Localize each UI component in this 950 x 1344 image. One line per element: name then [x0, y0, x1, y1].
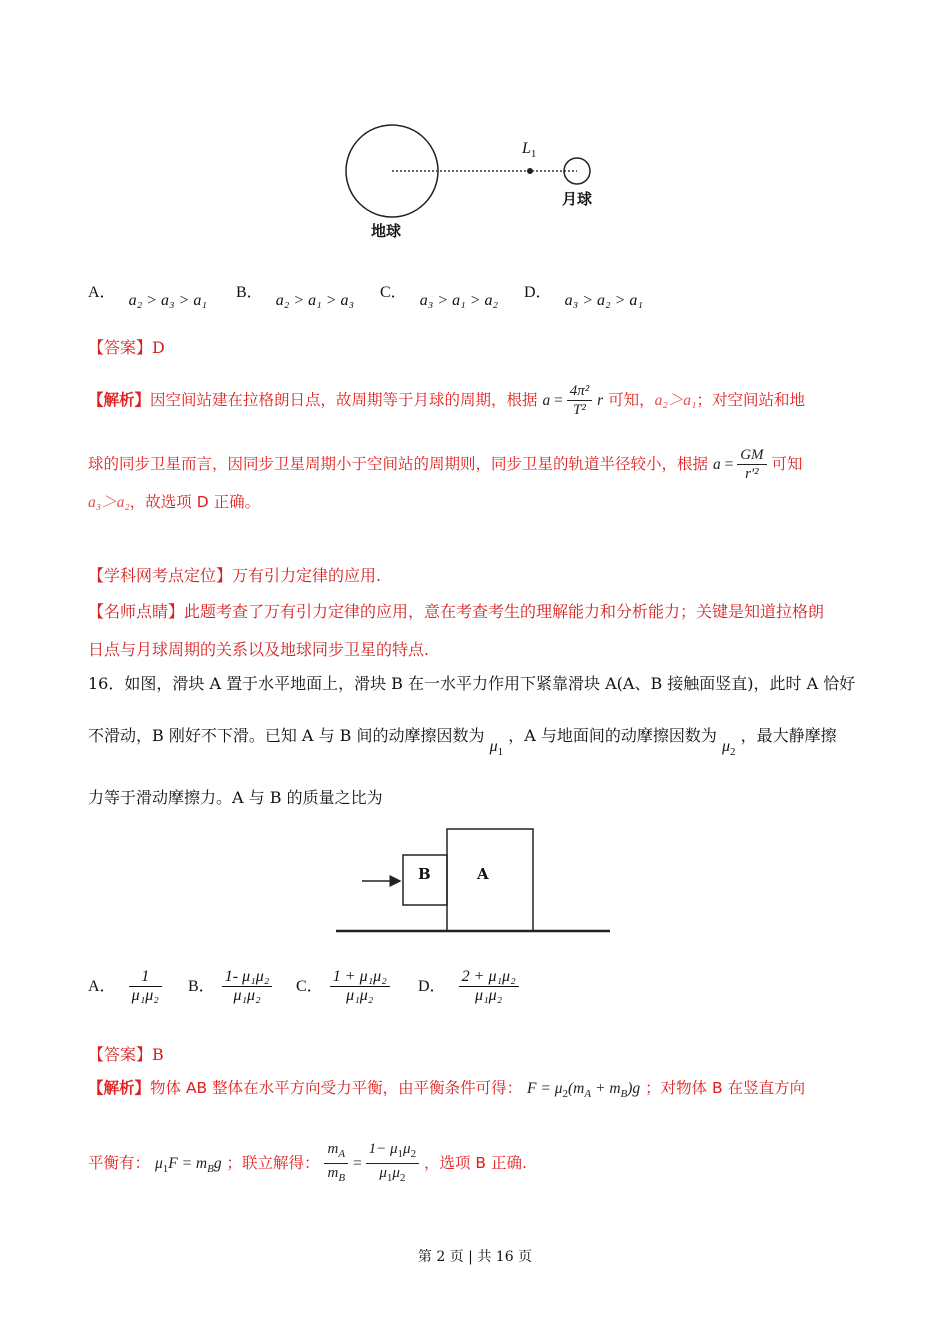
- l1-label: $L_1$: [522, 140, 537, 161]
- q16-option-a: A． $\frac{1}{\text{μ₁μ₂}}$: [88, 968, 162, 1005]
- block-b-label: B: [418, 865, 431, 883]
- q16-stem-line3: 力等于滑动摩擦力。A 与 B 的质量之比为: [88, 788, 383, 807]
- earth-label: 地球: [371, 222, 402, 240]
- q15-key-point: 【学科网考点定位】万有引力定律的应用.: [88, 566, 382, 585]
- q16-analysis-line1: 【解析】物体 AB 整体在水平方向受力平衡，由平衡条件可得： $F = \mu_2(m_A + m_B)g$ ；对物体 B 在竖直方向: [88, 1079, 806, 1101]
- moon-label: 月球: [562, 190, 593, 208]
- q16-stem-line2: 不滑动，B 刚好不下滑。已知 A 与 B 间的动摩擦因数为 $\mu_1$ ，A 与地面间的动摩擦因数为 $\mu_2$ ，最大静摩擦: [88, 726, 837, 759]
- q15-tip-line2: 日点与月球周期的关系以及地球同步卫星的特点.: [88, 640, 430, 659]
- q16-option-d: D． $\frac{\text{2 + μ₁μ₂}}{\text{μ₁μ₂}}$: [418, 968, 519, 1005]
- q15-analysis-line2: 球的同步卫星而言，因同步卫星周期小于空间站的周期则，同步卫星的轨道半径较小，根据 a = $\frac{GM}{\text{r'²}}$ 可知: [88, 447, 803, 482]
- q15-option-a: A． a₂ > a₃ > a₁: [88, 284, 207, 309]
- q15-answer: 【答案】D: [88, 338, 165, 357]
- q15-option-d: D． a₃ > a₂ > a₁: [524, 284, 643, 309]
- q16-option-c: C． $\frac{\text{1 + μ₁μ₂}}{\text{μ₁μ₂}}$: [296, 968, 390, 1005]
- q16-stem-line1: 16．如图，滑块 A 置于水平地面上，滑块 B 在一水平力作用下紧靠滑块 A(A、B 接触面竖直)，此时 A 恰好: [88, 674, 856, 693]
- q15-option-b: B． a₂ > a₁ > a₃: [236, 284, 355, 309]
- q15-analysis-line1: 【解析】因空间站建在拉格朗日点，故周期等于月球的周期，根据 a = $\frac{\text{4π²}}{\text{T²}}$ r 可知，a₂＞a₁；对空间站和地: [88, 383, 805, 418]
- q15-option-c: C． a₃ > a₁ > a₂: [380, 284, 499, 309]
- block-a-label: A: [477, 865, 489, 883]
- block-a: [447, 829, 533, 931]
- page-footer: 第 2 页 | 共 16 页: [417, 1249, 533, 1265]
- q16-option-b: B． $\frac{\text{1- μ₁μ₂}}{\text{μ₁μ₂}}$: [188, 968, 272, 1005]
- blocks-diagram: [330, 825, 620, 940]
- q16-answer: 【答案】B: [88, 1045, 164, 1064]
- q15-tip-line1: 【名师点睛】此题考查了万有引力定律的应用，意在考查考生的理解能力和分析能力；关键是知道拉格朗: [88, 602, 825, 621]
- q16-analysis-line2: 平衡有： $\mu_1F = m_Bg$ ；联立解得： $\frac{m_A}{m_B}$ = $\frac{1- \mu_1\mu_2}{\mu_1\mu_2}$ ，选项 B 正确.: [88, 1141, 527, 1184]
- l1-point: [527, 168, 533, 174]
- q15-analysis-line3: a₃＞a₂，故选项 D 正确。: [88, 493, 261, 511]
